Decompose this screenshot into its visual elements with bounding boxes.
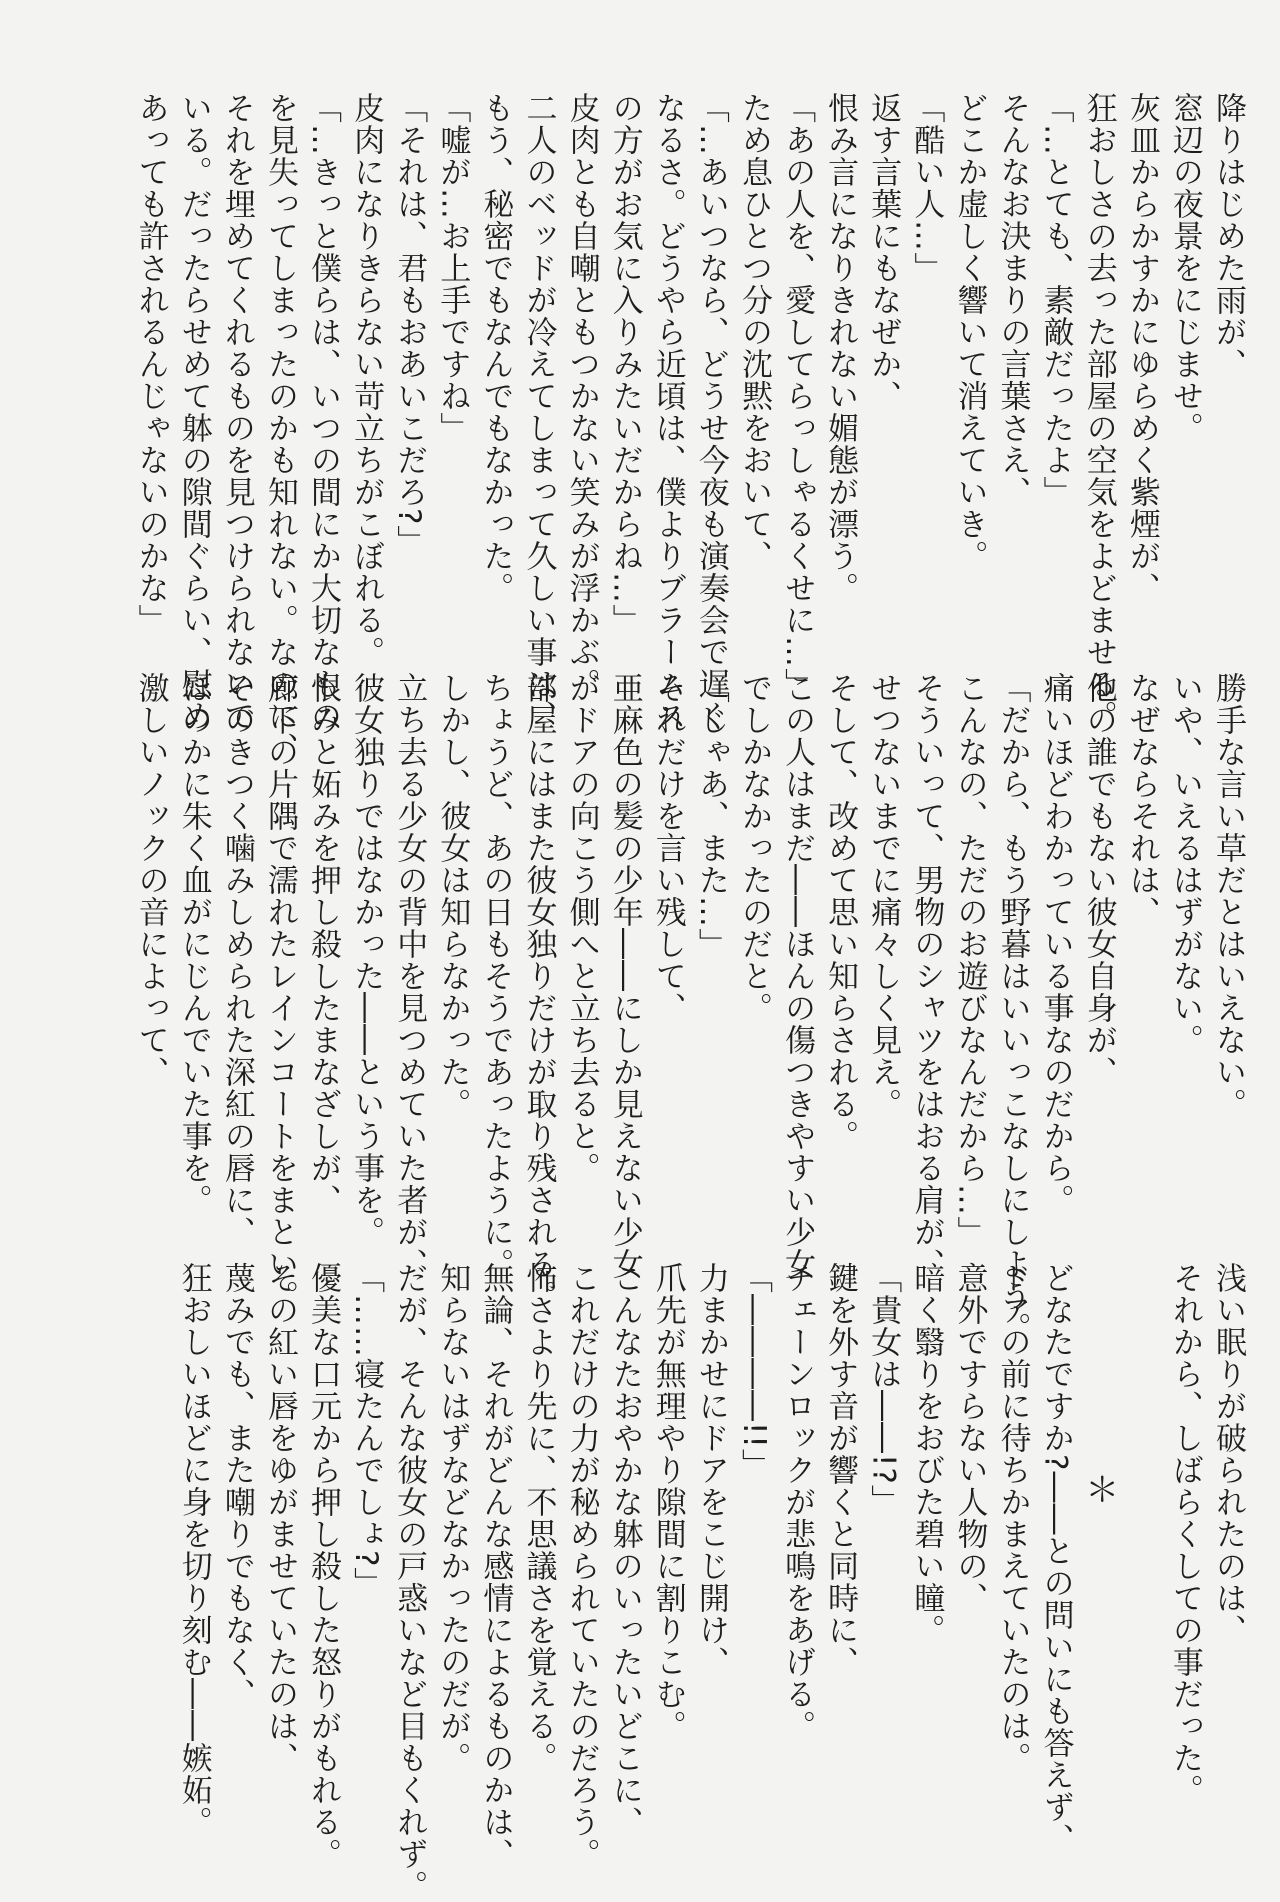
- section-break-asterisk: ＊: [1078, 1472, 1119, 1507]
- text-line: 他の誰でもない彼女自身が、: [1080, 672, 1117, 1088]
- text-block-middle: [129, 672, 1249, 1344]
- text-line: 力まかせにドアをこじ開け、: [692, 1262, 729, 1678]
- text-line: 爪先が無理やり隙間に割りこむ。: [649, 1262, 686, 1742]
- text-block-bottom: [172, 1262, 1249, 1902]
- text-line: それだけを言い残して、: [649, 672, 686, 1024]
- text-line: 痛いほどわかっている事なのだから。: [1037, 672, 1074, 1216]
- text-line: そのきつく噛みしめられた深紅の唇に、: [218, 672, 255, 1248]
- text-line: 返す言葉にもなぜか、: [865, 92, 902, 412]
- text-line: 狂おしさの去った部屋の空気をよどませる。: [1080, 92, 1117, 732]
- text-line: 「…とても、素敵だったよ」: [1037, 92, 1074, 508]
- text-line: 「酷い人…」: [908, 92, 945, 284]
- text-line: 「あの人を、愛してらっしゃるくせに…」: [779, 92, 816, 700]
- text-line: 「…あいつなら、どうせ今夜も演奏会で遅く: [692, 92, 729, 732]
- text-line: 彼女独りではなかった――という事を。: [348, 672, 385, 1248]
- text-line: 蔑みでも、また嘲りでもなく、: [218, 1262, 255, 1710]
- text-line: 「貴女は――!?」: [865, 1262, 902, 1517]
- text-line: ため息ひとつ分の沈黙をおいて、: [735, 92, 772, 572]
- text-line: がドアの向こう側へと立ち去ると。: [563, 672, 600, 1184]
- text-line: 激しいノックの音によって、: [132, 672, 169, 1088]
- text-line: 皮肉になりきらない苛立ちがこぼれる。: [348, 92, 385, 668]
- text-line: でしかなかったのだと。: [735, 672, 772, 1024]
- text-line: 狂おしいほどに身を切り刻む――嫉妬。: [175, 1262, 212, 1838]
- text-line: どこか虚しく響いて消えていき。: [951, 92, 988, 572]
- text-line: その紅い唇をゆがませていたのは、: [261, 1262, 298, 1774]
- text-line: それから、しばらくしての事だった。: [1166, 1262, 1203, 1806]
- text-line: だが、そんな彼女の戸惑いなど目もくれず。: [391, 1262, 428, 1902]
- text-line: 窓辺の夜景をにじませ。: [1166, 92, 1203, 444]
- text-line: の方がお気に入りみたいだからね…」: [606, 92, 643, 636]
- text-line: 恨み言になりきれない媚態が漂う。: [822, 92, 859, 604]
- text-line: 灰皿からかすかにゆらめく紫煙が、: [1123, 92, 1160, 604]
- text-line: いや、いえるはずがない。: [1166, 672, 1203, 1056]
- text-line: 二人のベッドが冷えてしまって久しい事は、: [520, 92, 557, 732]
- text-line: 立ち去る少女の背中を見つめていた者が、: [391, 672, 428, 1280]
- text-line: 浅い眠りが破られたのは、: [1210, 1262, 1246, 1646]
- text-line: 「それは、君もおあいこだろ?」: [391, 92, 428, 558]
- text-line: 「嘘が…お上手ですね」: [434, 92, 471, 444]
- text-line: そんなお決まりの言葉さえ、: [994, 92, 1031, 508]
- text-line: そういって、男物のシャツをはおる肩が、: [908, 672, 945, 1280]
- text-line: ちょうど、あの日もそうであったように。: [477, 672, 514, 1280]
- text-line: なぜならそれは、: [1123, 672, 1160, 928]
- text-line: 鍵を外す音が響くと同時に、: [822, 1262, 859, 1678]
- text-line: チェーンロックが悲鳴をあげる。: [779, 1262, 816, 1742]
- text-line: これだけの力が秘められていたのだろう。: [563, 1262, 600, 1870]
- text-line: いる。だったらせめて躰の隙間ぐらい、慰め: [175, 92, 212, 732]
- text-line: ほのかに朱く血がにじんでいた事を。: [175, 672, 212, 1216]
- text-line: せつないまでに痛々しく見え。: [865, 672, 902, 1120]
- text-line: どなたですか?――との問いにも答えず、: [1037, 1262, 1074, 1856]
- text-line: 知らないはずなどなかったのだが。: [434, 1262, 471, 1774]
- text-line: しかし、彼女は知らなかった。: [434, 672, 471, 1120]
- text-line: [1120, 1262, 1163, 1782]
- text-line: もう、秘密でもなんでもなかった。: [477, 92, 514, 604]
- text-line: こんなたおやかな躰のいったいどこに、: [606, 1262, 643, 1838]
- text-line: 恨みと妬みを押し殺したまなざしが、: [305, 672, 342, 1216]
- text-line: こんなの、ただのお遊びなんだから…」: [951, 672, 988, 1248]
- text-line: 降りはじめた雨が、: [1210, 92, 1246, 380]
- text-line: を見失ってしまったのかも知れない。なのに、: [261, 92, 298, 764]
- text-line: 意外ですらない人物の、: [951, 1262, 988, 1614]
- text-line: 暗く翳りをおびた碧い瞳。: [908, 1262, 945, 1646]
- text-line: 無論、それがどんな感情によるものかは、: [477, 1262, 514, 1870]
- text-line: 「――――!!」: [735, 1262, 772, 1481]
- text-line: この人はまだ――ほんの傷つきやすい少女: [779, 672, 816, 1280]
- text-line: 優美な口元から押し殺した怒りがもれる。: [305, 1262, 342, 1870]
- text-line: 「……寝たんでしょ?」: [348, 1262, 385, 1600]
- text-line: ドアの前に待ちかまえていたのは。: [994, 1262, 1031, 1774]
- text-line: 「…きっと僕らは、いつの間にか大切なもの: [305, 92, 342, 732]
- text-line: 廊下の片隅で濡れたレインコートをまとい。: [261, 672, 298, 1312]
- text-line: 勝手な言い草だとはいえない。: [1210, 672, 1246, 1120]
- text-line: 亜麻色の髪の少年――にしか見えない少女: [606, 672, 643, 1280]
- text-line: それを埋めてくれるものを見つけられないで: [218, 92, 255, 732]
- text-line: 怖さより先に、不思議さを覚える。: [520, 1262, 557, 1774]
- text-line: 皮肉とも自嘲ともつかない笑みが浮かぶ。: [563, 92, 600, 700]
- text-line: 部屋にはまた彼女独りだけが取り残される。: [520, 672, 557, 1312]
- text-line: あっても許されるんじゃないのかな」: [132, 92, 169, 636]
- text-line: 「じゃあ、また…」: [692, 672, 729, 960]
- text-line: そして、改めて思い知らされる。: [822, 672, 859, 1152]
- text-block-top: [129, 92, 1249, 764]
- text-line: 「だから、もう野暮はいいっこなしにしよう。: [994, 672, 1031, 1344]
- text-line: なるさ。どうやら近頃は、僕よりブラームス: [649, 92, 686, 732]
